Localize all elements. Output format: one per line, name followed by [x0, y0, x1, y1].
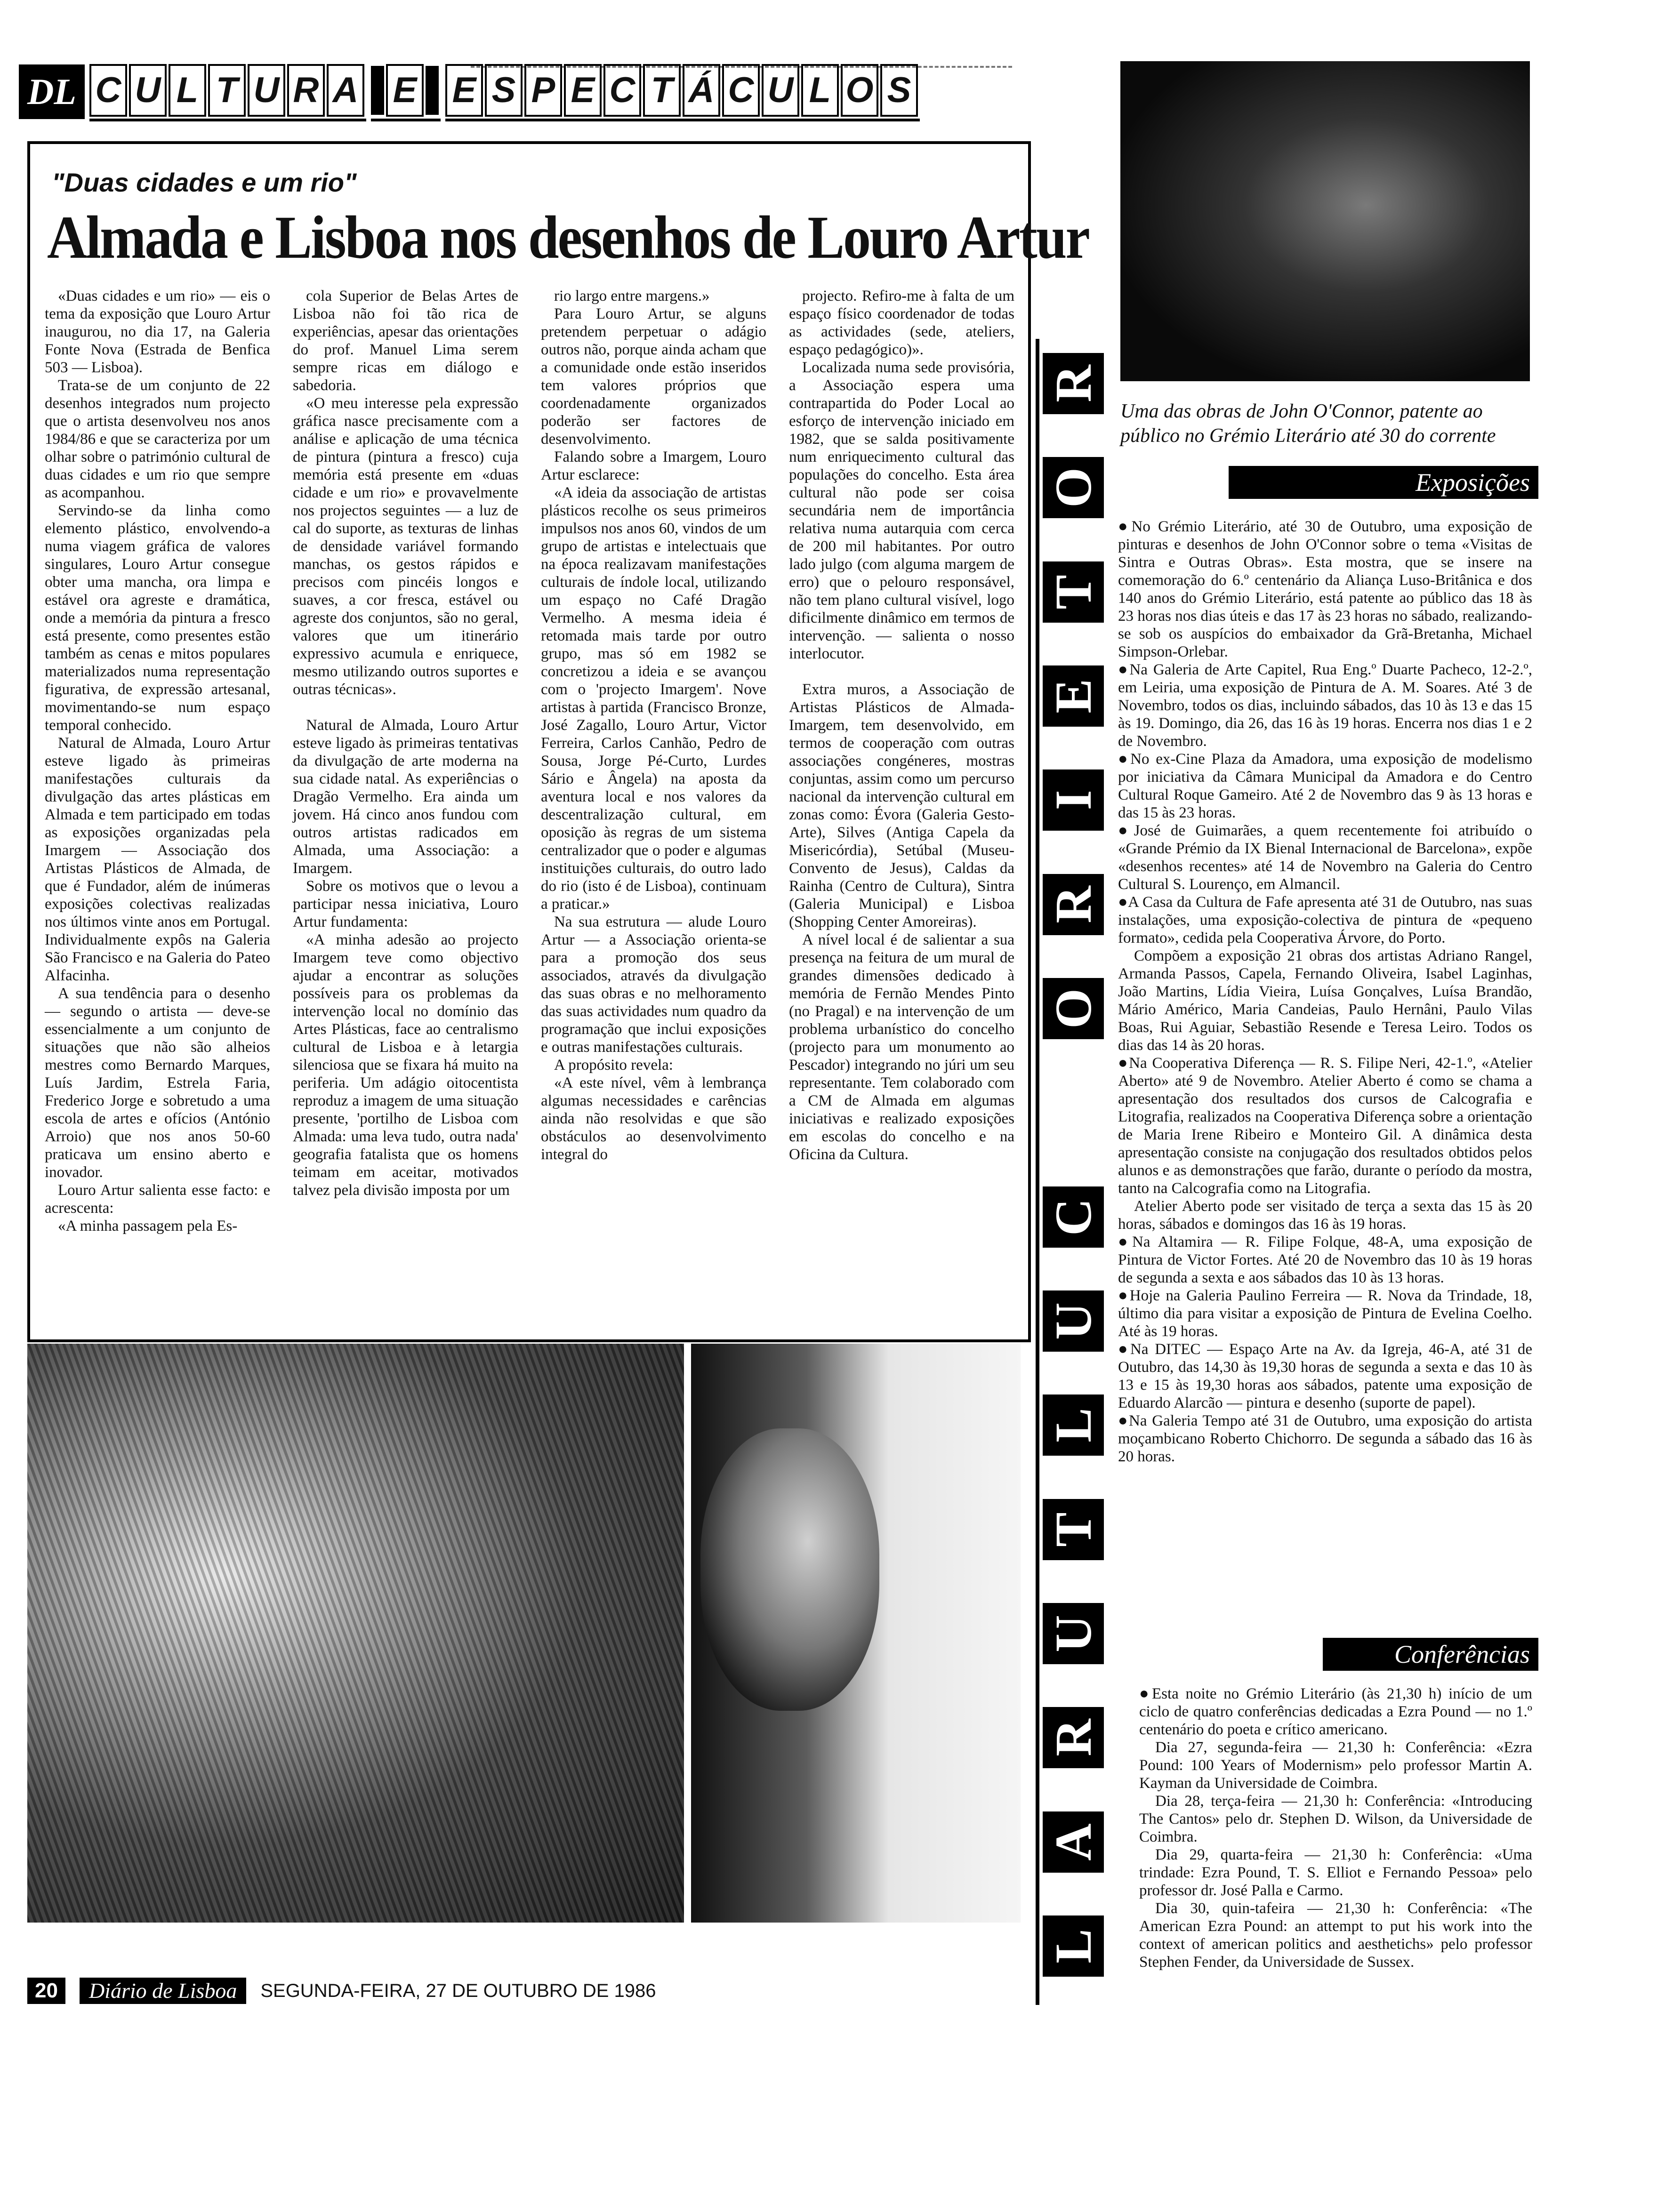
exposicao-item: [1118, 1340, 1532, 1412]
section-letter: L: [169, 64, 206, 117]
page-footer: [27, 1977, 1025, 2005]
exposicoes-list: [1118, 518, 1532, 1466]
conferencia-item: [1139, 1685, 1532, 1739]
exposicao-item: [1118, 1412, 1532, 1466]
section-letter: Á: [683, 64, 720, 117]
section-letter: S: [485, 64, 523, 117]
vertical-title-letter: U: [1043, 1603, 1104, 1664]
section-letter: S: [880, 64, 918, 117]
section-header: [19, 61, 1040, 122]
article-kicker: "Duas cidades e um rio": [52, 168, 357, 197]
article-paragraph: Falando sobre a Imargem, Louro Artur esclarece:: [541, 449, 766, 483]
exposicao-item-text: No Grémio Literário, até 30 de Outubro, uma exposição de pinturas e desenhos de John O'Connor sobre o tema «Visitas de Sintra e Outras Obras». Esta mostra, que se insere na comemoração do 6.º centenário da Aliança Luso-Britânica e dos 140 anos do Grémio Literário, está patente ao público das 18 às 23 horas nos dias úteis e das 17 às 23 horas no sábado, realizando-se sob os auspícios do embaixador da Grã-Bretanha, Michael Simpson-Orlebar.: [1118, 518, 1532, 660]
vertical-title-letter: L: [1043, 1915, 1104, 1977]
exposicao-item: [1118, 1054, 1532, 1197]
article-paragraph: «A este nível, vêm à lembrança algumas necessidades e carências ainda não resolvidas e que são obstáculos ao desenvolvimento integral do: [541, 1074, 766, 1163]
conferencia-item-text: Esta noite no Grémio Literário (às 21,30 h) início de um ciclo de quatro conferências dedicadas a Ezra Pound — no 1.º centenário do poeta e crítico americano.: [1139, 1685, 1532, 1738]
section-title-cultura: [89, 62, 366, 121]
oconnor-artwork-photo: [1120, 61, 1530, 381]
exposicao-item-text: Na Galeria de Arte Capitel, Rua Eng.º Duarte Pacheco, 12-2.º, em Leiria, uma exposição de Pintura de A. M. Soares. Até 3 de Novembro, todos os dias, incluindo sábados, das 10 às 13 e das 15 às 19. Domingo, dia 26, das 16 às 19 horas. Encerra nos dias 1 e 2 de Novembro.: [1118, 661, 1533, 750]
article-paragraph: rio largo entre margens.»: [554, 288, 710, 305]
article-headline: Almada e Lisboa nos desenhos de Louro Artur: [47, 203, 1089, 272]
photo-caption: Uma das obras de John O'Connor, patente ao público no Grémio Literário até 30 do corrente: [1120, 401, 1496, 447]
exposicao-item-text: A Casa da Cultura de Fafe apresenta até 31 de Outubro, nas suas instalações, uma exposição-colectiva de pintura de «pequeno formato», cedida pela Cooperativa Árvore, do Porto.: [1118, 894, 1532, 946]
article-paragraph: Localizada numa sede provisória, a Associação espera uma contrapartida do Poder Local ao esforço de intervenção iniciado em 1982, que se salda positivamente num enriquecimento cultural das populações do concelho. Esta área cultural não pode ser coisa secundária nem de importância relativa numa autarquia com cerca de 200 mil habitantes. Por outro lado julgo (com alguma margem de erro) que o pelouro responsável, não tem plano cultural visível, logo dificilmente dinâmico em termos de intervenção. — salienta o nosso interlocutor.: [789, 359, 1014, 662]
section-letter: U: [248, 64, 285, 117]
article-paragraph: Extra muros, a Associação de Artistas Plásticos de Almada-Imargem, tem desenvolvido, em termos de cooperação com outras associações congéneres, mostras conjuntas, assim como um percurso nacional da intervenção cultural em zonas como: Évora (Galeria Gesto-Arte), Silves (Antiga Capela da Misericórdia), Setúbal (Museu-Convento de Jesus), Caldas da Rainha (Centro de Cultura), Sintra (Galeria Municipal) e Lisboa (Shopping Center Amoreiras).: [789, 681, 1014, 930]
vertical-title-letter: R: [1043, 353, 1104, 414]
vertical-title-letter: A: [1043, 1811, 1104, 1873]
section-letter: C: [722, 64, 760, 117]
vertical-title-letter: R: [1043, 874, 1104, 935]
vertical-title-letter: C: [1043, 1186, 1104, 1248]
article-column-3: [541, 287, 766, 1327]
vertical-title-letter: L: [1043, 1395, 1104, 1456]
conferencia-item-text: Dia 30, quin-tafeira — 21,30 h: Conferência: «The American Ezra Pound: an attempt to put his work into the context of american politics and aesthetichs» pelo professor Stephen Fender, da Universidade de Sussex.: [1139, 1900, 1532, 1971]
section-letter: E: [445, 64, 483, 117]
artist-portrait-photo: [691, 1344, 1021, 1923]
section-title-conj: [371, 62, 441, 121]
section-letter: E: [386, 64, 424, 117]
article-paragraph: projecto. Refiro-me à falta de um espaço físico coordenador de todas as actividades (sede, ateliers, espaço pedagógico)».: [789, 288, 1014, 358]
issue-date: SEGUNDA-FEIRA, 27 DE OUTUBRO DE 1986: [260, 1980, 656, 2001]
exposicao-item: [1118, 822, 1532, 893]
article-paragraph: cola Superior de Belas Artes de Lisboa não foi tão rica de experiências, apesar das orientações do prof. Manuel Lima serem sempre ricas em diálogo e sabedoria.: [293, 288, 518, 394]
article-paragraph: «Duas cidades e um rio» — eis o tema da exposição que Louro Artur inaugurou, no dia 17, na Galeria Fonte Nova (Estrada de Benfica 503 — Lisboa).: [45, 288, 270, 376]
vertical-title-letter: T: [1043, 1499, 1104, 1560]
section-letter: L: [801, 64, 839, 117]
article-paragraph: «A ideia da associação de artistas plásticos recolhe os seus primeiros impulsos nos anos 60, vindos de um grupo de artistas e intelectuais que na época realizavam manifestações culturais de índole local, utilizando um espaço no Café Dragão Vermelho. A mesma ideia é retomada mais tarde por outro grupo, mas só em 1982 se concretizou a ideia e se avançou com o 'projecto Imargem'. Nove artistas à partida (Francisco Bronze, José Zagallo, Louro Artur, Victor Ferreira, Carlos Canhão, Pedro de Sousa, Jorge Pé-Curto, Lurdes Sário e Ângela) na aposta da aventura local e nos valores da descentralização cultural, em oposição às regras de um sistema centralizador que o poder e algumas instituições culturais, do outro lado do rio (isto é de Lisboa), continuam a praticar.»: [541, 484, 766, 913]
conferencias-heading: Conferências: [1323, 1638, 1538, 1671]
section-letter: T: [643, 64, 681, 117]
article-paragraph: Para Louro Artur, se alguns pretendem perpetuar o adágio outros não, porque ainda acham que a comunidade onde estão inseridos tem valores próprios que coordenadamente organizados poderão ser factores de desenvolvimento.: [541, 305, 766, 448]
article-paragraph: Na sua estrutura — alude Louro Artur — a Associação orienta-se para a promoção dos seus associados, através da divulgação das suas obras e no melhoramento das suas actividades num quadro da programação que inclui exposições e outras manifestações culturais.: [541, 914, 766, 1056]
section-letter: A: [327, 64, 364, 117]
exposicao-item: [1118, 661, 1532, 750]
conferencia-item: [1139, 1846, 1532, 1899]
exposicao-item-text: Na Altamira — R. Filipe Folque, 48-A, uma exposição de Pintura de Victor Fortes. Até 20 de Novembro das 10 às 19 horas de segunda a sexta e aos sábados das 10 às 13 horas.: [1118, 1234, 1532, 1286]
exposicao-item-text: Hoje na Galeria Paulino Ferreira — R. Nova da Trindade, 18, último dia para visitar a exposição de Pintura de Evelina Coelho. Até às 19 horas.: [1118, 1287, 1532, 1340]
exposicao-item-text: José de Guimarães, a quem recentemente foi atribuído o «Grande Prémio da IX Bienal Internacional de Barcelona», expõe «desenhos recentes» até 14 de Novembro na Galeria do Centro Cultural S. Lourenço, em Almancil.: [1118, 822, 1532, 893]
article-paragraph: Louro Artur salienta esse facto: e acrescenta:: [45, 1182, 270, 1217]
article-paragraph: A nível local é de salientar a sua presença na feitura de um mural de grandes dimensões dedicado à memória de Fernão Mendes Pinto (no Pragal) e na intervenção de um problema urbanístico do concelho (projecto para um monumento ao Pescador) integrando no júri um seu representante. Tem colaborado com a CM de Almada em algumas iniciativas e realizado exposições em escolas do concelho e na Oficina da Cultura.: [789, 931, 1014, 1163]
article-paragraph: A propósito revela:: [554, 1057, 673, 1074]
article-paragraph: Trata-se de um conjunto de 22 desenhos integrados num projecto que o artista desenvolveu nos anos 1984/86 e que se caracteriza por um olhar sobre o património cultural de duas cidades e um rio que sempre as acompanhou.: [45, 377, 270, 501]
exposicao-item-text: No ex-Cine Plaza da Amadora, uma exposição de modelismo por iniciativa da Câmara Municipal da Amadora e do Centro Cultural Roque Gameiro. Até 2 de Novembro das 9 às 13 horas e das 15 às 23 horas.: [1118, 751, 1532, 821]
section-gap: [426, 66, 439, 115]
section-letter: P: [524, 64, 562, 117]
vertical-title-letter: O: [1043, 457, 1104, 518]
article-paragraph: Servindo-se da linha como elemento plástico, envolvendo-a numa viagem gráfica de valores singulares, Louro Artur consegue obter uma mancha, ora limpa e estável ora agreste e dramática, onde a memória da pintura a fresco está presente, como presentes estão também as cenas e mitos populares materializados numa representação figurativa, de expressão artesanal, movimentando-se num espaço temporal conhecido.: [45, 502, 270, 734]
section-title-espectaculos: [445, 62, 920, 121]
vertical-title-letter: [1043, 1082, 1104, 1143]
section-letter: U: [129, 64, 167, 117]
article-paragraph: A sua tendência para o desenho — segundo o artista — deve-se essencialmente a um conjunto de situações que não são alheios mestres como Bernardo Marques, Luís Jardim, Estrela Faria, Frederico Jorge e sobretudo a uma escola de artes e ofícios (António Arroio) que nos anos 50-60 praticava um ensino aberto e inovador.: [45, 985, 270, 1181]
vertical-title-letter: O: [1043, 978, 1104, 1039]
article-column-4: [789, 287, 1014, 1327]
exposicao-item-text: Na Cooperativa Diferença — R. S. Filipe Neri, 42-1.º, «Atelier Aberto» até 9 de Novembro. Atelier Aberto é como se chama a apresentação dos resultados dos cursos de Calcografia e Litografia, realizados na Cooperativa Diferença sobre a orientação de Maria Irene Ribeiro e Monteiro Gil. A dinâmica desta apresentação consiste na conjugação dos resultados obtidos pelos alunos e as demonstrações que farão, durante o período da mostra, tanto na Calcografia como na Litografia.: [1118, 1055, 1532, 1197]
article-paragraph: «A minha passagem pela Es-: [58, 1218, 238, 1234]
article-paragraph: «A minha adesão ao projecto Imargem teve como objectivo ajudar a encontrar as soluções possíveis para os problemas da intervenção local no domínio das Artes Plásticas, face ao centralismo cultural de Lisboa e à letargia silenciosa que se fixara há muito na periferia. Um adágio oitocentista reproduz a imagem de uma situação presente, 'portilho de Lisboa com Almada: uma leva tudo, outra nada' geografia fatalista que os homens teimam em aceitar, motivados talvez pela divisão imposta por um: [293, 931, 518, 1199]
exposicao-item-text: Na DITEC — Espaço Arte na Av. da Igreja, 46-A, até 31 de Outubro, das 14,30 às 19,30 horas de segunda a sexta e das 10 às 13 e 15 às 19,30 horas aos sábados, patente uma exposição de Eduardo Alarcão — pintura e desenho (suporte de papel).: [1118, 1341, 1532, 1411]
conferencia-item: [1139, 1792, 1532, 1846]
conferencias-list: [1139, 1685, 1532, 1971]
section-gap: [371, 66, 384, 115]
exposicao-item: [1118, 1233, 1532, 1287]
vertical-title-letter: U: [1043, 1290, 1104, 1352]
vertical-title-letter: E: [1043, 665, 1104, 727]
article-paragraph: Natural de Almada, Louro Artur esteve ligado às primeiras manifestações culturais da divulgação das artes plásticas em Almada e tem participado em todas as exposições organizadas pela Imargem — Associação dos Artistas Plásticos de Almada, de que é Fundador, além de inúmeras exposições colectivas realizadas nos últimos vinte anos em Portugal. Individualmente expôs na Galeria São Francisco e na Galeria do Pateo Alfacinha.: [45, 735, 270, 984]
article-paragraph: Sobre os motivos que o levou a participar nessa iniciativa, Louro Artur fundamenta:: [293, 878, 518, 930]
section-letter: O: [841, 64, 878, 117]
conferencia-item-text: Dia 29, quarta-feira — 21,30 h: Conferência: «Uma trindade: Ezra Pound, T. S. Elliot e Fernando Pessoa» pelo professor dr. José Palla e Carmo.: [1139, 1846, 1532, 1899]
conferencia-item: [1139, 1899, 1532, 1971]
exposicao-item-text: Atelier Aberto pode ser visitado de terça a sexta das 15 às 20 horas, sábados e domingos das 16 às 19 horas.: [1118, 1198, 1532, 1233]
article-column-1: [45, 287, 270, 1327]
exposicao-item: [1118, 750, 1532, 822]
section-letter: C: [89, 64, 127, 117]
section-letter: E: [564, 64, 602, 117]
conferencia-item-text: Dia 28, terça-feira — 21,30 h: Conferência: «Introducing The Cantos» pelo dr. Stephen D. Wilson, da Universidade de Coimbra.: [1139, 1793, 1532, 1845]
exposicao-item: [1118, 1197, 1532, 1233]
masthead: Diário de Lisboa: [80, 1978, 246, 2004]
conferencia-item: [1139, 1739, 1532, 1792]
exposicao-item: [1118, 893, 1532, 947]
conferencia-item-text: Dia 27, segunda-feira — 21,30 h: Conferência: «Ezra Pound: 100 Years of Modernism» pelo professor Martin A. Kayman da Universidade de Coimbra.: [1139, 1739, 1532, 1792]
article-columns: [45, 287, 1014, 1327]
drawing-photo: [27, 1344, 684, 1923]
exposicao-item-text: Na Galeria Tempo até 31 de Outubro, uma exposição do artista moçambicano Roberto Chichorro. De segunda a sábado das 16 às 20 horas.: [1118, 1412, 1532, 1465]
exposicoes-heading: Exposições: [1229, 466, 1538, 499]
page-number: 20: [27, 1978, 65, 2004]
section-letter: T: [208, 64, 246, 117]
section-letter: U: [762, 64, 799, 117]
vertical-title-letter: T: [1043, 561, 1104, 623]
article-paragraph: «O meu interesse pela expressão gráfica nasce precisamente com a análise e aplicação de uma técnica de pintura (pintura a fresco) cuja memória está presente em «duas cidade e um rio» e provavelmente nos projectos seguintes — a luz de cal do suporte, as texturas de linhas de densidade variável formando manchas, os gestos rápidos e precisos com pincéis longos e suaves, a cor fresca, estável ou agreste dos conjuntos, são no geral, valores que um itinerário expressivo acumula e enriquece, mesmo utilizando outros suportes e outras técnicas».: [293, 395, 518, 698]
vertical-title-letter: I: [1043, 769, 1104, 831]
exposicao-item-text: Compõem a exposição 21 obras dos artistas Adriano Rangel, Armanda Passos, Capela, Fernando Oliveira, Isabel Laginhas, João Martins, Lídia Vieira, Luísa Gonçalves, Luísa Brandão, Mário Américo, Maria Candeias, Paulo Hernâni, Paulo Vilas Boas, Rui Aguiar, Sebastião Resende e Teresa Leiro. Todos os dias das 14 às 20 horas.: [1118, 947, 1532, 1054]
newspaper-logo: DL: [19, 64, 85, 119]
exposicao-item: [1118, 518, 1532, 661]
section-letter: R: [287, 64, 325, 117]
article-column-2: [293, 287, 518, 1327]
exposicao-item: [1118, 1287, 1532, 1340]
vertical-title-letter: R: [1043, 1707, 1104, 1768]
exposicao-item: [1118, 947, 1532, 1054]
roteiro-cultural-vertical-title: [1038, 353, 1109, 1977]
section-letter: C: [603, 64, 641, 117]
article-paragraph: Natural de Almada, Louro Artur esteve ligado às primeiras tentativas da divulgação de arte moderna na sua cidade natal. As experiências o Dragão Vermelho. Era ainda um jovem. Há cinco anos fundou com outros artistas radicados em Almada, uma Associação: a Imargem.: [293, 717, 518, 877]
